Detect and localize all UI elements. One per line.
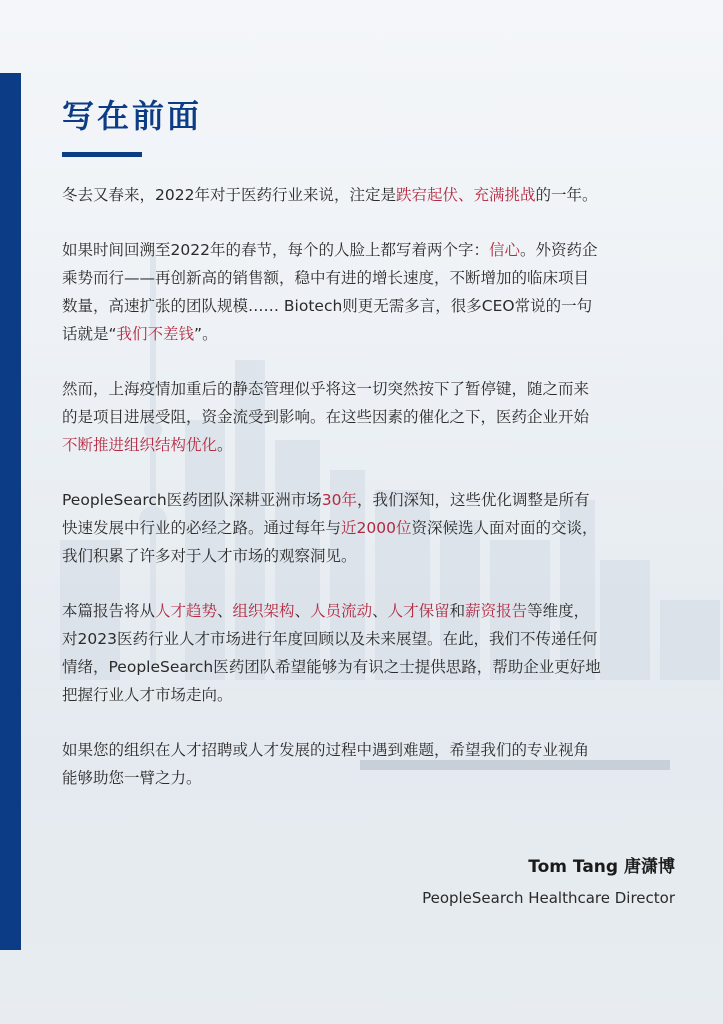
text-segment: 、 bbox=[372, 602, 388, 620]
paragraph bbox=[62, 597, 676, 709]
text-line bbox=[62, 181, 676, 209]
text-segment: 的一年。 bbox=[535, 186, 598, 204]
signature-name: Tom Tang 唐潇博 bbox=[528, 857, 675, 877]
text-segment: 然而，上海疫情加重后的静态管理似乎将这一切突然按下了暂停键，随之而来 bbox=[62, 380, 590, 398]
highlighted-text: 不断推进组织结构优化 bbox=[62, 436, 218, 454]
left-accent-bar bbox=[0, 73, 21, 950]
text-segment: 话就是“ bbox=[62, 325, 117, 343]
signature-title: PeopleSearch Healthcare Director bbox=[422, 889, 675, 907]
intro-text-body bbox=[62, 181, 676, 819]
text-segment: PeopleSearch医药团队深耕亚洲市场 bbox=[62, 491, 322, 509]
text-line bbox=[62, 375, 676, 403]
text-segment: 。外资药企 bbox=[519, 241, 598, 259]
text-segment: 的是项目进展受阻，资金流受到影响。在这些因素的催化之下，医药企业开始 bbox=[62, 408, 590, 426]
text-line bbox=[62, 514, 676, 542]
page-title: 写在前面 bbox=[62, 97, 203, 135]
text-segment: 把握行业人才市场走向。 bbox=[62, 686, 233, 704]
text-segment: 如果您的组织在人才招聘或人才发展的过程中遇到难题，希望我们的专业视角 bbox=[62, 741, 590, 759]
text-line bbox=[62, 320, 676, 348]
text-line bbox=[62, 403, 676, 431]
text-segment: ，我们深知，这些优化调整是所有 bbox=[356, 491, 590, 509]
text-line bbox=[62, 486, 676, 514]
text-line bbox=[62, 681, 676, 709]
highlighted-text: 30年 bbox=[321, 491, 357, 509]
text-line bbox=[62, 264, 676, 292]
paragraph bbox=[62, 236, 676, 348]
text-segment: 乘势而行——再创新高的销售额，稳中有进的增长速度，不断增加的临床项目 bbox=[62, 269, 590, 287]
text-segment: 等维度， bbox=[527, 602, 590, 620]
text-segment: 如果时间回溯至2022年的春节，每个的人脸上都写着两个字： bbox=[62, 241, 489, 259]
text-segment: 我们积累了许多对于人才市场的观察洞见。 bbox=[62, 547, 357, 565]
text-line bbox=[62, 597, 676, 625]
text-segment: 对2023医药行业人才市场进行年度回顾以及未来展望。在此，我们不传递任何 bbox=[62, 630, 598, 648]
text-line bbox=[62, 653, 676, 681]
text-segment: 、 bbox=[294, 602, 311, 620]
text-line bbox=[62, 764, 676, 792]
title-underline bbox=[62, 152, 142, 157]
text-line bbox=[62, 542, 676, 570]
highlighted-text: 近2000位 bbox=[341, 519, 412, 537]
text-segment: 资深候选人面对面的交谈， bbox=[411, 519, 598, 537]
text-segment: 和 bbox=[449, 602, 466, 620]
text-segment: 。 bbox=[217, 436, 233, 454]
text-segment: ”。 bbox=[194, 325, 218, 343]
highlighted-text: 人才趋势 bbox=[155, 602, 218, 620]
text-segment: 冬去又春来，2022年对于医药行业来说，注定是 bbox=[62, 186, 396, 204]
paragraph bbox=[62, 736, 676, 792]
paragraph bbox=[62, 181, 676, 209]
text-line bbox=[62, 625, 676, 653]
highlighted-text: 薪资报告 bbox=[465, 602, 528, 620]
text-segment: 数量，高速扩张的团队规模…… Biotech则更无需多言，很多CEO常说的一句 bbox=[62, 297, 593, 315]
highlighted-text: 人才保留 bbox=[387, 602, 450, 620]
text-segment: 快速发展中行业的必经之路。通过每年与 bbox=[62, 519, 342, 537]
text-segment: 、 bbox=[217, 602, 233, 620]
signature-block bbox=[422, 853, 675, 913]
highlighted-text: 组织架构 bbox=[232, 602, 295, 620]
highlighted-text: 人员流动 bbox=[310, 602, 373, 620]
text-segment: 本篇报告将从 bbox=[62, 602, 156, 620]
text-line bbox=[62, 236, 676, 264]
text-line bbox=[62, 736, 676, 764]
text-line bbox=[62, 292, 676, 320]
highlighted-text: 我们不差钱 bbox=[116, 325, 195, 343]
text-line bbox=[62, 431, 676, 459]
highlighted-text: 跌宕起伏、充满挑战 bbox=[395, 186, 536, 204]
paragraph bbox=[62, 486, 676, 570]
highlighted-text: 信心 bbox=[488, 241, 520, 259]
paragraph bbox=[62, 375, 676, 459]
text-segment: 情绪，PeopleSearch医药团队希望能够为有识之士提供思路，帮助企业更好地 bbox=[62, 658, 601, 676]
text-segment: 能够助您一臂之力。 bbox=[62, 769, 202, 787]
